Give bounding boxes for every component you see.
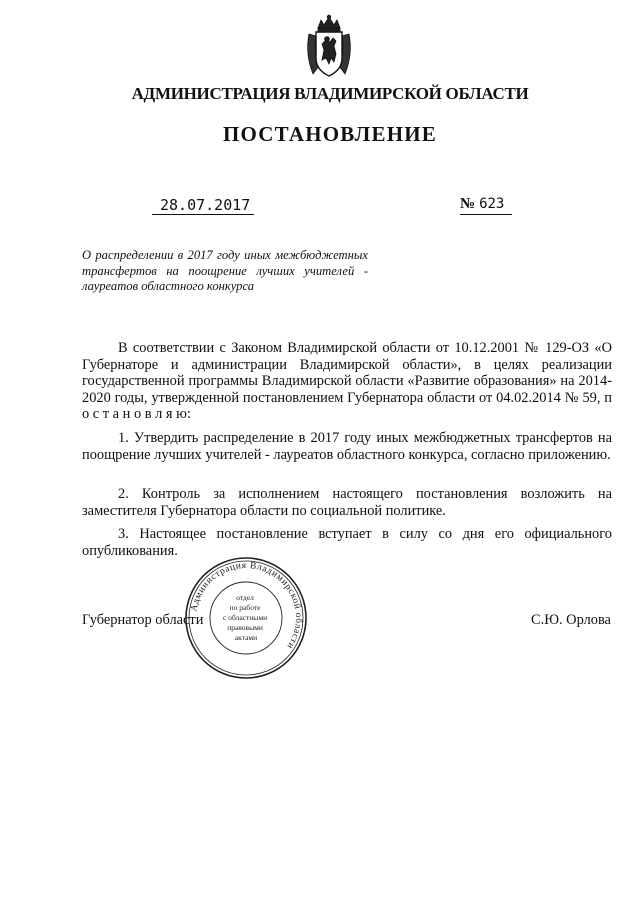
official-stamp-icon: [184, 556, 308, 680]
document-number: [460, 194, 512, 215]
stamp-line-3: с областными: [223, 613, 268, 622]
body-item-2: 2. Контроль за исполнением настоящего постановления возложить на заместителя Губернатора области по социальной политике.: [82, 486, 612, 519]
stamp-line-5: актами: [234, 633, 258, 642]
organization-name: АДМИНИСТРАЦИЯ ВЛАДИМИРСКОЙ ОБЛАСТИ: [131, 84, 529, 103]
stamp-line-4: правовыми: [227, 623, 263, 632]
number-value: 623: [479, 196, 505, 212]
coat-of-arms-icon: [303, 14, 355, 80]
stamp-line-1: отдел: [236, 593, 254, 602]
stamp-ring-text: Администрация Владимирской области: [189, 560, 304, 651]
body-preamble: В соответствии с Законом Владимирской области от 10.12.2001 № 129-ОЗ «О Губернаторе и администрации Владимирской области», в целях реализации государственной программы Владимирской области «Развитие образования» на 2014-2020 годы, утвержденной постановлением Губернатора области от 04.02.2014 № 59, п о с т а н о в л я ю:: [82, 340, 612, 422]
number-sign: №: [460, 196, 476, 212]
document-type-title: ПОСТАНОВЛЕНИЕ: [222, 122, 438, 146]
stamp-line-2: по работе: [229, 603, 261, 612]
signatory-title: Губернатор области: [82, 612, 204, 628]
signatory-name: С.Ю. Орлова: [531, 612, 611, 628]
body-item-1: 1. Утвердить распределение в 2017 году иных межбюджетных трансфертов на поощрение лучших учителей - лауреатов областного конкурса, согласно приложению.: [82, 430, 612, 463]
body-item-3: 3. Настоящее постановление вступает в силу со дня его официального опубликования.: [82, 526, 612, 559]
document-date: 28.07.2017: [152, 196, 254, 215]
svg-text:отдел по работе с обла: [223, 593, 269, 642]
document-subject: О распределении в 2017 году иных межбюджетных трансфертов на поощрение лучших учителей - лауреатов областного конкурса: [82, 248, 368, 293]
